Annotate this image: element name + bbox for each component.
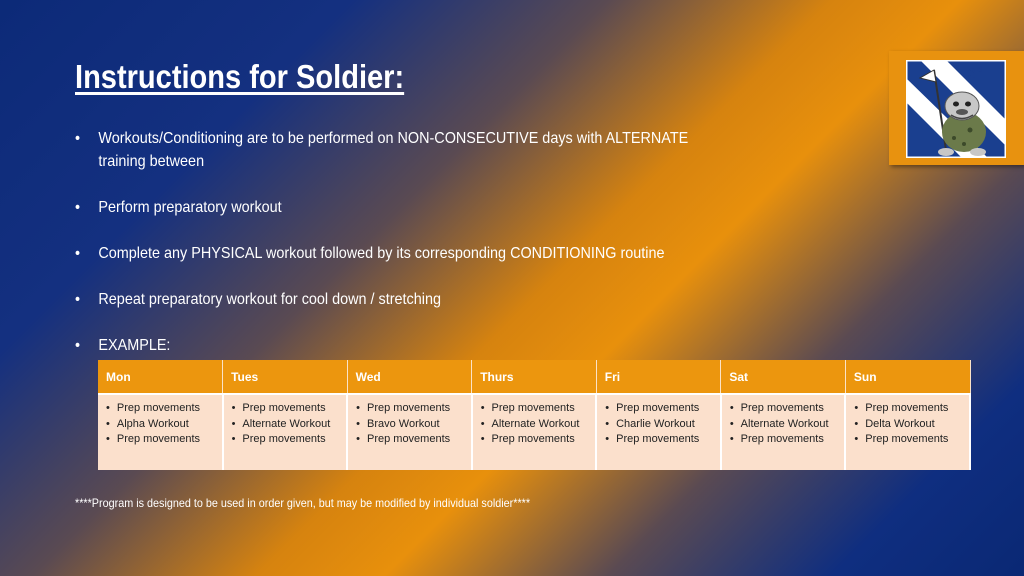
table-cell — [845, 394, 970, 470]
list-item: • Prep movements — [356, 432, 471, 448]
table-cell — [347, 394, 472, 470]
table-cell — [223, 394, 348, 470]
instruction-text: Workouts/Conditioning are to be performed on NON-CONSECUTIVE days with ALTERNATE — [98, 130, 689, 147]
svg-text:d: d — [977, 65, 982, 74]
table-cell — [98, 394, 223, 470]
list-item: • Prep movements — [605, 432, 720, 448]
column-header: Fri — [596, 360, 721, 394]
list-item: • Bravo Workout — [356, 417, 471, 433]
list-item: • Prep movements — [106, 432, 222, 448]
column-header: Sat — [721, 360, 846, 394]
list-item: • Prep movements — [106, 401, 222, 417]
list-item: • Prep movements — [232, 432, 347, 448]
list-item: • Alternate Workout — [481, 417, 596, 433]
list-item: • Alpha Workout — [106, 417, 222, 433]
instruction-text: Repeat preparatory workout for cool down / stretching — [98, 291, 441, 308]
list-item: • Alternate Workout — [730, 417, 845, 433]
list-item: • Prep movements — [854, 401, 969, 417]
instruction-list: • Workouts/Conditioning are to be performed on NON-CONSECUTIVE days with ALTERNATE training between • Perform preparatory workout • Complete any PHYSICAL workout followed by its corresponding CONDITIONING routine • Repeat preparatory workout for cool down / stretching • EXAMPLE: — [0, 0, 1024, 576]
list-item: • Prep movements — [730, 432, 845, 448]
table-cell — [472, 394, 597, 470]
list-item: • Charlie Workout — [605, 417, 720, 433]
table-header-row — [98, 360, 970, 394]
column-header: Sun — [845, 360, 970, 394]
instruction-text-continued: training between — [98, 153, 205, 170]
list-item: • Delta Workout — [854, 417, 969, 433]
table-cell — [596, 394, 721, 470]
column-header: Tues — [223, 360, 348, 394]
footer-note: ****Program is designed to be used in order given, but may be modified by individual soldier**** — [75, 496, 531, 510]
bulldog-icon — [906, 60, 1006, 158]
svg-text:3: 3 — [968, 65, 976, 81]
instruction-text: Complete any PHYSICAL workout followed by its corresponding CONDITIONING routine — [98, 245, 665, 262]
list-item: • Prep movements — [730, 401, 845, 417]
instruction-text: Perform preparatory workout — [98, 199, 282, 216]
column-header: Wed — [347, 360, 472, 394]
column-header: Thurs — [472, 360, 597, 394]
list-item: • Prep movements — [232, 401, 347, 417]
table-cell — [721, 394, 846, 470]
unit-logo — [889, 51, 1024, 165]
table-row — [98, 394, 970, 470]
list-item: • Prep movements — [854, 432, 969, 448]
instruction-text: EXAMPLE: — [98, 337, 171, 354]
list-item: • Prep movements — [481, 401, 596, 417]
slide-title: Instructions for Soldier: — [75, 58, 405, 95]
list-item: • Prep movements — [605, 401, 720, 417]
example-schedule-table — [98, 360, 971, 470]
list-item: • Prep movements — [356, 401, 471, 417]
list-item: • Prep movements — [481, 432, 596, 448]
list-item: • Alternate Workout — [232, 417, 347, 433]
column-header: Mon — [98, 360, 223, 394]
